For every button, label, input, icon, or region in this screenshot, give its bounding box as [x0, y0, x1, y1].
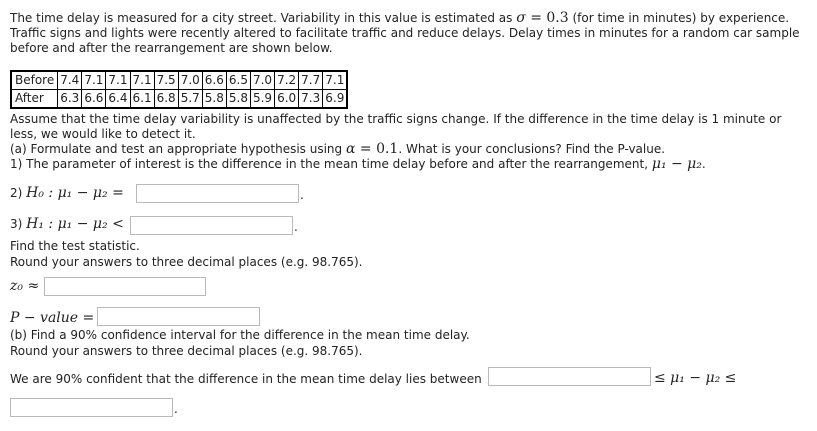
table-cell: 6.5 — [226, 71, 250, 90]
part-a-question — [10, 142, 665, 157]
table-cell: 7.1 — [130, 71, 154, 90]
table-row — [11, 71, 347, 90]
table-cell: 6.1 — [130, 90, 154, 109]
p-value-label: P − value = — [10, 310, 95, 326]
table-cell: 7.1 — [323, 71, 348, 90]
part-b-line-2: Round your answers to three decimal places (e.g. 98.765). — [10, 344, 363, 358]
null-hypothesis-input[interactable] — [136, 184, 299, 203]
alpha-value: = 0.1 — [355, 141, 399, 157]
table-cell: 6.3 — [58, 90, 82, 109]
intro-text-1a: The time delay is measured for a city street. Variability in this value is estimated as — [10, 11, 517, 25]
sigma-value: = 0.3 — [525, 10, 569, 26]
table-cell: 7.4 — [58, 71, 82, 90]
ci-end: . — [174, 402, 178, 416]
z0-input[interactable] — [44, 277, 206, 296]
table-cell: 7.0 — [178, 71, 202, 90]
row-label: Before — [11, 71, 58, 90]
step-3-prefix: 3) — [10, 217, 27, 231]
test-stat-line-2: Round your answers to three decimal places (e.g. 98.765). — [10, 255, 363, 269]
table-cell: 5.8 — [202, 90, 226, 109]
alpha-symbol: α — [345, 141, 356, 157]
table-cell: 7.5 — [154, 71, 178, 90]
null-hypothesis-expr: H₀ : μ₁ − μ₂ = — [26, 185, 124, 201]
table-cell: 6.4 — [106, 90, 130, 109]
step-1-end: . — [701, 157, 706, 171]
part-b-line-1: (b) Find a 90% confidence interval for the difference in the mean time delay. — [10, 328, 470, 342]
table-cell: 6.6 — [82, 90, 106, 109]
step-2-prefix: 2) — [10, 186, 27, 200]
part-a-text-after: . What is your conclusions? Find the P-value. — [398, 142, 666, 156]
table-cell: 6.6 — [202, 71, 226, 90]
table-cell: 7.7 — [299, 71, 323, 90]
intro-line-3: before and after the rearrangement are shown below. — [10, 41, 333, 55]
table-cell: 6.9 — [323, 90, 348, 109]
ci-text: We are 90% confident that the difference in the mean time delay lies between — [10, 372, 482, 386]
test-stat-line-1: Find the test statistic. — [10, 239, 140, 253]
delay-data-table — [10, 70, 348, 109]
assume-line-2: less, we would like to detect it. — [10, 127, 196, 141]
table-cell: 6.8 — [154, 90, 178, 109]
table-cell: 7.2 — [275, 71, 299, 90]
ci-lower-input[interactable] — [488, 367, 651, 386]
null-hypothesis-label — [10, 184, 124, 203]
step-2-end: . — [300, 188, 304, 202]
table-cell: 7.1 — [106, 71, 130, 90]
row-label: After — [11, 90, 58, 109]
part-a-text-before: (a) Formulate and test an appropriate hypothesis using — [10, 142, 346, 156]
sigma-symbol: σ — [516, 10, 526, 26]
alt-hypothesis-expr: H₁ : μ₁ − μ₂ < — [26, 216, 124, 232]
step-1-param: μ₁ − μ₂ — [651, 156, 702, 172]
step-1-text: 1) The parameter of interest is the difference in the mean time delay before and after the rearrangement, — [10, 157, 652, 171]
table-cell: 7.0 — [250, 71, 274, 90]
intro-text-1b: (for time in minutes) by experience. — [568, 11, 790, 25]
table-cell: 5.7 — [178, 90, 202, 109]
intro-line-2: Traffic signs and lights were recently altered to facilitate traffic and reduce delays. Delay times in minutes for a random car sample — [10, 26, 800, 40]
step-1-parameter — [10, 157, 706, 172]
table-row — [11, 90, 347, 109]
table-cell: 7.1 — [82, 71, 106, 90]
alt-hypothesis-input[interactable] — [130, 216, 293, 235]
table-cell: 5.8 — [226, 90, 250, 109]
ci-middle-expr: ≤ μ₁ − μ₂ ≤ — [654, 370, 737, 386]
step-3-end: . — [294, 220, 298, 234]
table-cell: 7.3 — [299, 90, 323, 109]
z0-label: z₀ ≈ — [10, 278, 40, 294]
table-cell: 5.9 — [250, 90, 274, 109]
ci-upper-input[interactable] — [10, 398, 173, 417]
assume-line-1: Assume that the time delay variability is unaffected by the traffic signs change. If the difference in the time delay is 1 minute or — [10, 112, 782, 126]
intro-line-1 — [10, 11, 789, 26]
table-cell: 6.0 — [275, 90, 299, 109]
p-value-input[interactable] — [97, 307, 260, 326]
alt-hypothesis-label — [10, 215, 124, 234]
